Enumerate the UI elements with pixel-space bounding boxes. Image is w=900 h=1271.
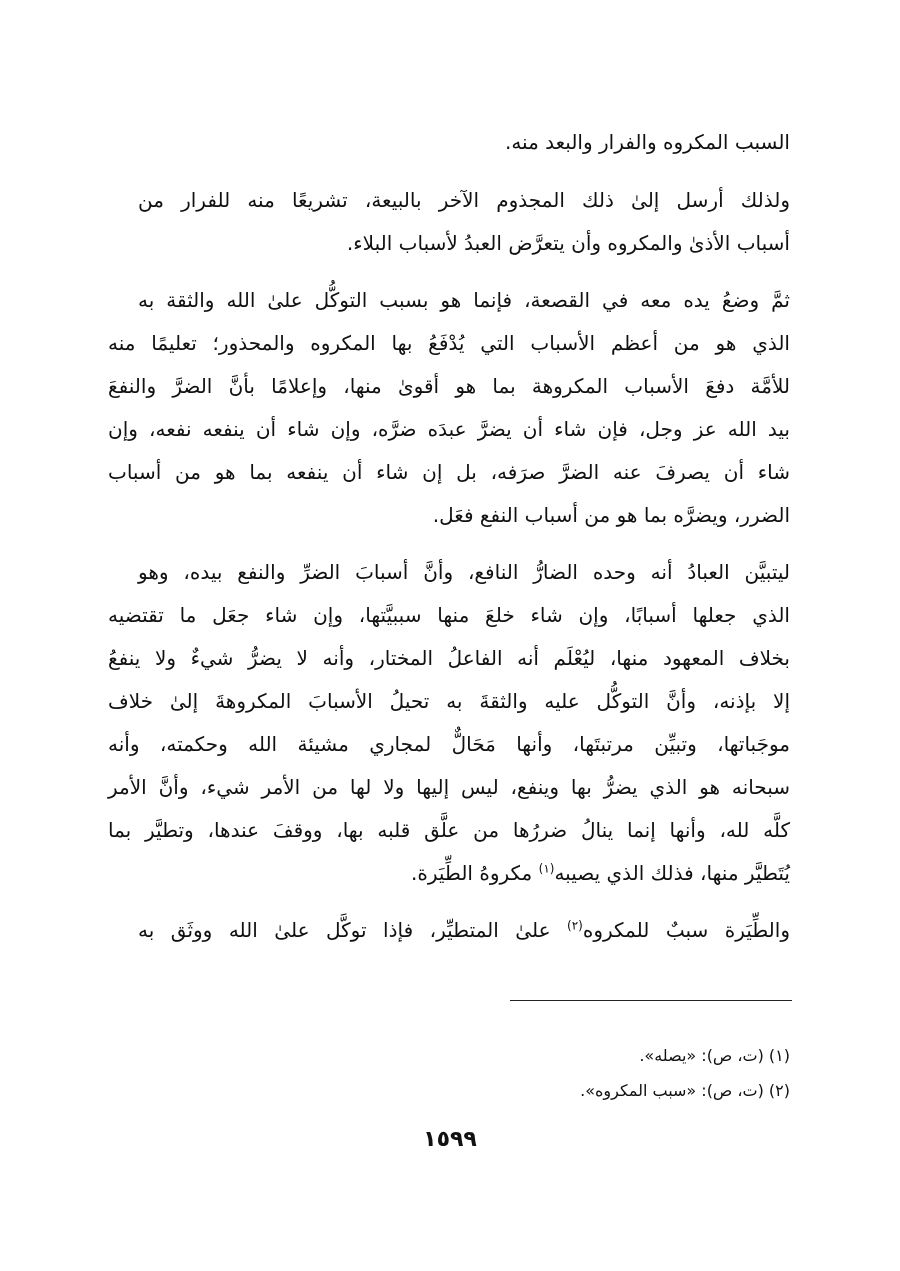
text-line: سبحانه هو الذي يضرُّ بها وينفع، ليس إليها ولا لها من الأمر شيء، وأنَّ الأمر [108,775,790,799]
text-line: الضرر، ويضرَّه بما هو من أسباب النفع فعَل. [432,503,790,527]
text-span: علىٰ المتطيِّر، فإذا توكَّل علىٰ الله ووثَق به [138,918,568,942]
text-line: السبب المكروه والفرار والبعد منه. [504,130,790,154]
text-line [108,858,790,888]
text-line: شاء أن يصرفَ عنه الضرَّ صرَفه، بل إن شاء أن ينفعه بما هو من أسباب [108,460,790,484]
text-line: للأمَّة دفعَ الأسباب المكروهة بما هو أقوىٰ منها، وإعلامًا بأنَّ الضرَّ والنفعَ [108,374,790,398]
text-line: ثمَّ وضعُ يده معه في القصعة، فإنما هو بسبب التوكُّل علىٰ الله والثقة به [138,288,790,312]
text-span: مكروهُ الطِّيَرة. [411,861,539,885]
footnote-divider [510,1000,792,1001]
text-line: ولذلك أرسل إلىٰ ذلك المجذوم الآخر بالبيعة، تشريعًا منه للفرار من [138,188,790,212]
page-number: ١٥٩٩ [423,1127,477,1152]
footnote-ref-1[interactable]: (١) [538,861,555,876]
text-line: بيد الله عز وجل، فإن شاء أن يضرَّ عبدَه ضرَّه، وإن شاء أن ينفعه نفعه، وإن [108,417,790,441]
text-line: الذي جعلها أسبابًا، وإن شاء خلعَ منها سببيَّتها، وإن شاء جعَل ما تقتضيه [108,603,790,627]
text-line: موجَباتها، وتبيِّن مرتبتَها، وأنها مَحَالٌّ لمجاري مشيئة الله وحكمته، وأنه [108,732,790,756]
text-line: أسباب الأذىٰ والمكروه وأن يتعرَّض العبدُ لأسباب البلاء. [346,231,790,255]
text-line [138,915,790,945]
text-line: الذي هو من أعظم الأسباب التي يُدْفَعُ بها المكروه والمحذور؛ تعليمًا منه [108,331,790,355]
text-line: ليتبيَّن العبادُ أنه وحده الضارُّ النافع، وأنَّ أسبابَ الضرِّ والنفع بيده، وهو [138,560,790,584]
footnote-1: (١) (ت، ص): «يصله». [639,1046,790,1065]
text-span: والطِّيَرة سببٌ للمكروه [582,918,790,942]
text-line: إلا بإذنه، وأنَّ التوكُّل عليه والثقةَ به تحيلُ الأسبابَ المكروهةَ إلىٰ خلاف [108,689,790,713]
text-line: كلَّه لله، وأنها إنما ينالُ ضررُها من علَّق قلبه بها، ووقفَ عندها، وتطيَّر بما [108,818,790,842]
text-span: يُتَطيَّر منها، فذلك الذي يصيبه [554,861,790,885]
text-line: بخلاف المعهود منها، ليُعْلَم أنه الفاعلُ المختار، وأنه لا يضرُّ شيءٌ ولا ينفعُ [108,646,790,670]
footnote-2: (٢) (ت، ص): «سبب المكروه». [580,1081,790,1100]
footnote-ref-2[interactable]: (٢) [567,918,583,933]
